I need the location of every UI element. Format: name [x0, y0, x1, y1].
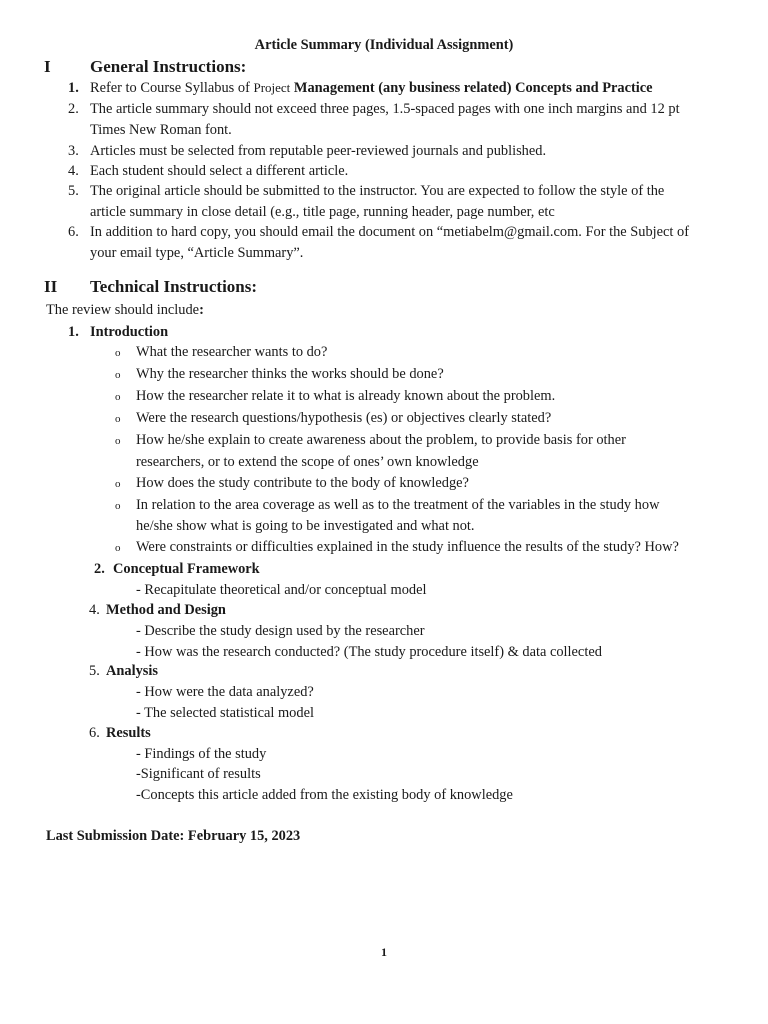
- list-item: The article summary should not exceed three pages, 1.5-spaced pages with one inch margins and 12 pt: [90, 101, 680, 117]
- list-item-continuation: your email type, “Article Summary”.: [90, 245, 304, 261]
- bullet-item-continuation: he/she show what is going to be investigated and what not.: [136, 518, 475, 534]
- bullet-icon: o: [115, 347, 121, 359]
- dash-item: - Findings of the study: [136, 746, 267, 762]
- list-item: The original article should be submitted to the instructor. You are expected to follow the style of the: [90, 183, 665, 199]
- section-intro: The review should include:: [46, 302, 204, 318]
- dash-item: -Significant of results: [136, 766, 261, 782]
- subsection-number: 5.: [89, 663, 100, 679]
- submission-deadline: Last Submission Date: February 15, 2023: [46, 828, 301, 844]
- bullet-icon: o: [115, 478, 121, 490]
- section-2-heading: Technical Instructions:: [90, 277, 258, 296]
- list-number: 3.: [68, 143, 79, 159]
- list-item: Articles must be selected from reputable peer-reviewed journals and published.: [90, 143, 547, 159]
- subsection-number: 2.: [94, 561, 105, 577]
- list-item-continuation: article summary in close detail (e.g., title page, running header, page number, etc: [90, 204, 555, 220]
- dash-item: - How were the data analyzed?: [136, 684, 314, 700]
- page-number: 1: [381, 945, 387, 959]
- subsection-heading-method-design: Method and Design: [106, 602, 226, 618]
- list-number: 5.: [68, 183, 79, 199]
- list-number: 1.: [68, 80, 79, 96]
- section-1-heading: General Instructions:: [90, 57, 247, 76]
- list-item-continuation: Times New Roman font.: [90, 122, 232, 138]
- bullet-icon: o: [115, 413, 121, 425]
- bullet-item: How the researcher relate it to what is already known about the problem.: [136, 388, 556, 404]
- bullet-item: Were the research questions/hypothesis (es) or objectives clearly stated?: [136, 410, 552, 426]
- bullet-icon: o: [115, 500, 121, 512]
- subsection-number: 1.: [68, 324, 79, 340]
- dash-item: - Describe the study design used by the researcher: [136, 623, 425, 639]
- dash-item: -Concepts this article added from the existing body of knowledge: [136, 787, 513, 803]
- list-number: 2.: [68, 101, 79, 117]
- bullet-icon: o: [115, 542, 121, 554]
- dash-item: - Recapitulate theoretical and/or conceptual model: [136, 582, 427, 598]
- bullet-item: In relation to the area coverage as well as to the treatment of the variables in the study how: [136, 497, 660, 513]
- document-title: Article Summary (Individual Assignment): [254, 37, 514, 53]
- section-1-number: I: [44, 57, 51, 76]
- bullet-item-continuation: researchers, or to extend the scope of ones’ own knowledge: [136, 454, 479, 470]
- bullet-icon: o: [115, 435, 121, 447]
- dash-item: - The selected statistical model: [136, 705, 314, 721]
- subsection-number: 6.: [89, 725, 100, 741]
- list-item: In addition to hard copy, you should email the document on “metiabelm@gmail.com. For the Subject of: [90, 224, 690, 240]
- subsection-heading-analysis: Analysis: [106, 663, 158, 679]
- bullet-icon: o: [115, 369, 121, 381]
- subsection-heading-conceptual-framework: Conceptual Framework: [113, 561, 260, 577]
- dash-item: - How was the research conducted? (The study procedure itself) & data collected: [136, 644, 602, 660]
- bullet-item: What the researcher wants to do?: [136, 344, 328, 360]
- list-item: Each student should select a different article.: [90, 163, 349, 179]
- bullet-item: How does the study contribute to the body of knowledge?: [136, 475, 469, 491]
- list-item: Refer to Course Syllabus of Project Management (any business related) Concepts and Practice: [90, 80, 653, 96]
- subsection-heading-results: Results: [106, 725, 151, 741]
- bullet-item: Why the researcher thinks the works should be done?: [136, 366, 444, 382]
- section-2-number: II: [44, 277, 58, 296]
- subsection-number: 4.: [89, 602, 100, 618]
- bullet-item: Were constraints or difficulties explained in the study influence the results of the study? How?: [136, 539, 679, 555]
- bullet-icon: o: [115, 391, 121, 403]
- list-number: 4.: [68, 163, 79, 179]
- list-number: 6.: [68, 224, 79, 240]
- subsection-heading-introduction: Introduction: [90, 324, 169, 340]
- bullet-item: How he/she explain to create awareness about the problem, to provide basis for other: [136, 432, 626, 448]
